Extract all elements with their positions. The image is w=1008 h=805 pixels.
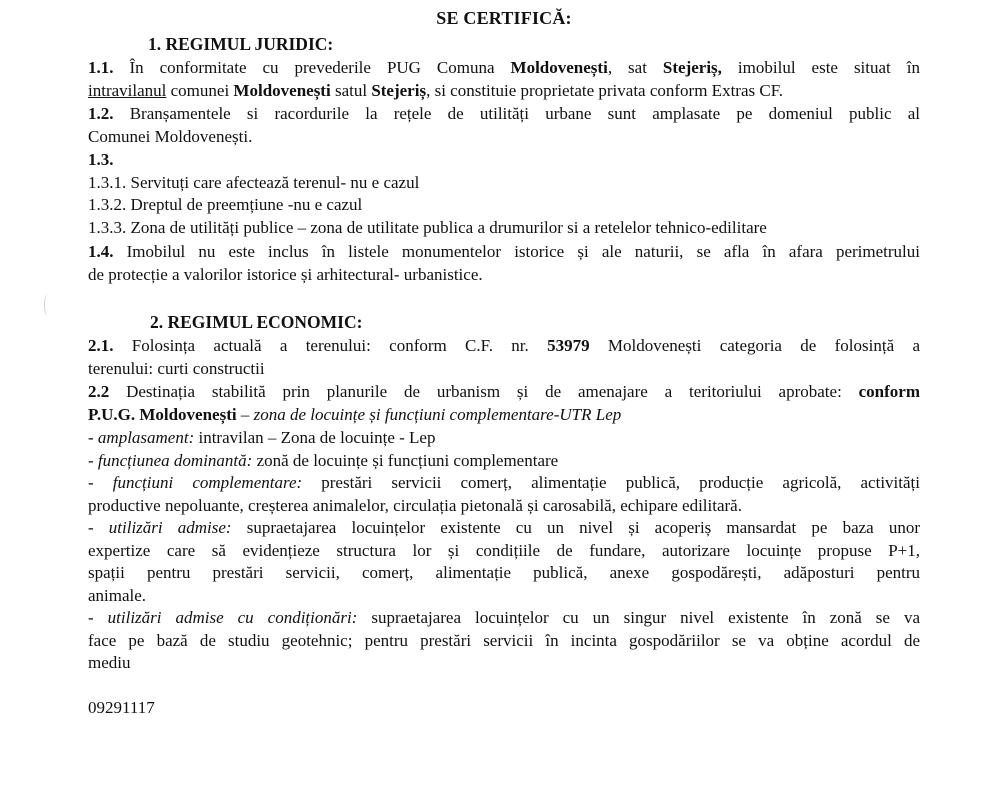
paragraph-1-1 [88,57,920,102]
functiuni-complementare-line-2: productive nepoluante, creșterea animalelor, circulația pietonală și carosabilă, echipare edilitară. [88,495,742,515]
paragraph-1-4 [88,241,920,286]
section-1-heading: 1. REGIMUL JURIDIC: [148,34,334,54]
utilizari-admise-line-2: expertize care să evidențieze structura lor și condițiile de fundare, autorizare locuințe propuse P+1, [88,540,920,560]
utilizari-admise-line-1: - utilizări admise: supraetajarea locuințelor existente cu un nivel și acoperiș mansardat pe baza unor [88,518,920,537]
paragraph-1-4-line-1: 1.4. Imobilul nu este inclus în listele monumentelor istorice și ale naturii, se afla în afara perimetrului [88,242,920,261]
document-code: 09291117 [88,698,155,717]
utilizari-admise-line-4: animale. [88,585,147,605]
paragraph-2-1-line-1: 2.1. Folosința actuală a terenului: conform C.F. nr. 53979 Moldovenești categoria de folosință a [88,336,920,355]
paragraph-1-3-2: 1.3.2. Dreptul de preemțiune -nu e cazul [88,195,363,214]
paragraph-2-2-line-2: P.U.G. Moldovenești – zona de locuințe și funcțiuni complementare-UTR Lep [88,404,622,424]
utilizari-admise-line-3: spații pentru prestări servicii, comerț, alimentație publică, anexe gospodărești, adăposturi pentru [88,563,920,582]
scan-artifact [44,294,51,316]
paragraph-1-4-line-2: de protecție a valorilor istorice și arhitectural- urbanistice. [88,264,483,284]
utilizari-conditionari-line-1: - utilizări admise cu condiționări: supraetajarea locuințelor cu un singur nivel existente în zonă se va [88,608,920,627]
paragraph-2-2 [88,381,920,426]
functiuni-complementare-line-1: - funcțiuni complementare: prestări servicii comerț, alimentație publică, producție agricolă, activități [88,473,920,492]
section-2-heading: 2. REGIMUL ECONOMIC: [150,312,363,332]
economic-details [88,427,920,675]
paragraph-2-1-line-2: terenului: curti constructii [88,358,265,378]
paragraph-1-2 [88,103,920,148]
utilizari-conditionari-line-2: face pe bază de studiu geotehnic; pentru prestări servicii în incinta gospodăriilor se va obține acordul de [88,630,920,650]
paragraph-2-2-line-1: 2.2 Destinația stabilită prin planurile de urbanism și de amenajare a teritoriului aprobate: conform [88,382,920,401]
utilizari-conditionari-line-3: mediu [88,653,131,672]
paragraph-1-3 [88,149,920,239]
paragraph-1-3-3: 1.3.3. Zona de utilități publice – zona de utilitate publica a drumurilor si a retelelor tehnico-edilitare [88,217,767,237]
paragraph-1-1-line-2: intravilanul comunei Moldovenești satul Stejeriș, si constituie proprietate privata conform Extras CF. [88,80,784,100]
functiunea-dominanta-item: - funcțiunea dominantă: zonă de locuințe și funcțiuni complementare [88,450,559,470]
amplasament-item: - amplasament: intravilan – Zona de locuințe - Lep [88,428,436,447]
paragraph-1-3-1: 1.3.1. Servituți care afectează terenul- nu e cazul [88,172,420,192]
paragraph-2-1 [88,335,920,380]
certificate-title: SE CERTIFICĂ: [436,8,572,28]
paragraph-1-3-number: 1.3. [88,150,114,169]
paragraph-1-2-line-2: Comunei Moldovenești. [88,126,253,146]
paragraph-1-2-line-1: 1.2. Branșamentele si racordurile la rețele de utilități urbane sunt amplasate pe domeniul public al [88,104,920,123]
paragraph-1-1-line-1: 1.1. În conformitate cu prevederile PUG Comuna Moldovenești, sat Stejeriș, imobilul este situat în [88,58,920,77]
